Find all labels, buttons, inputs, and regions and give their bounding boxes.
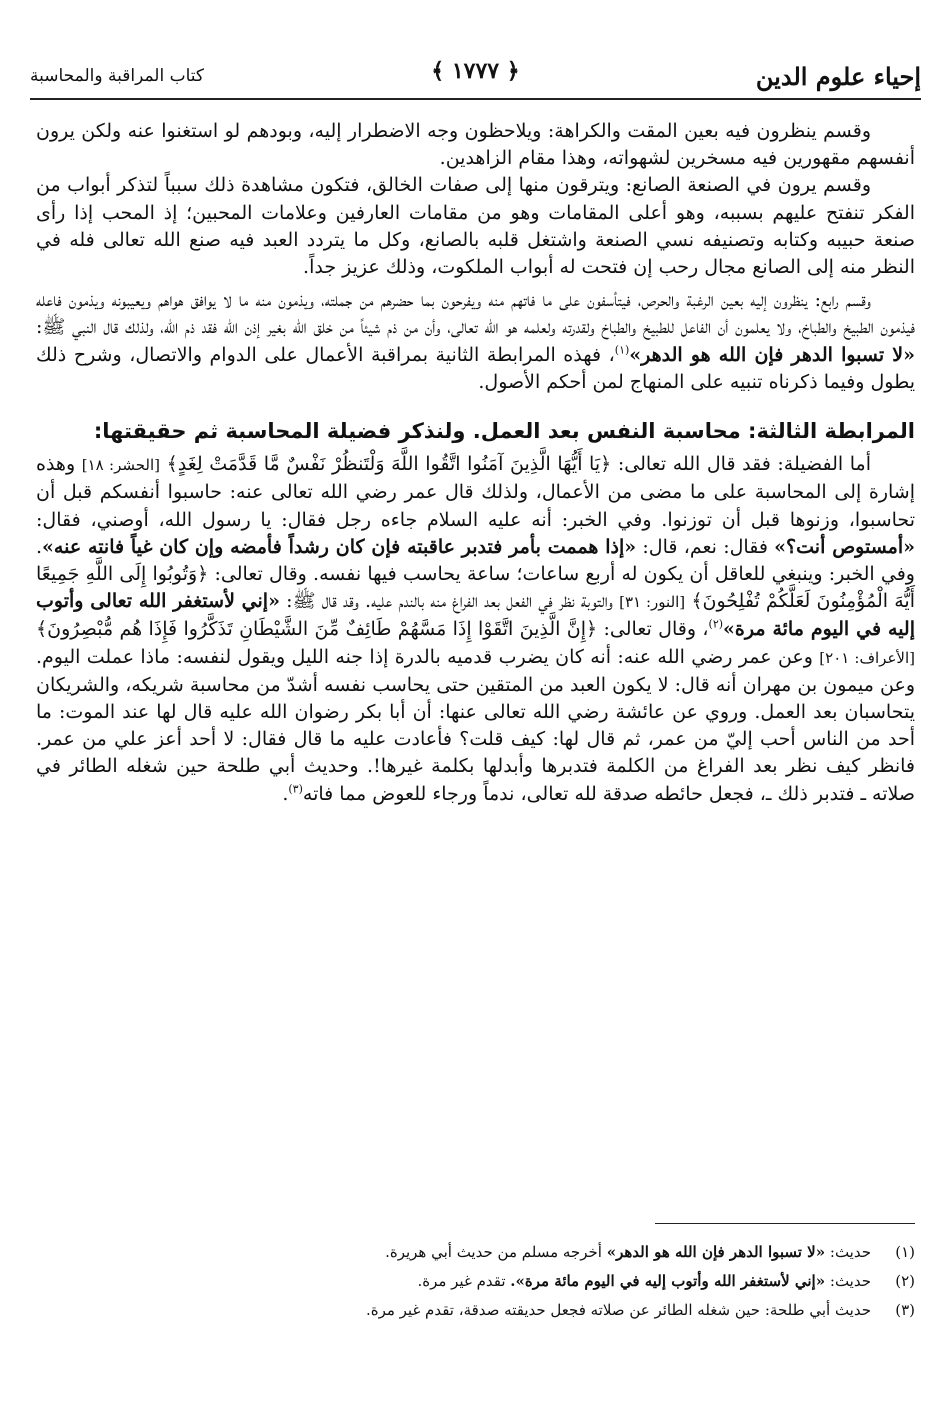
footnote-text <box>417 1267 871 1296</box>
text-run: فقال: نعم، قال: <box>642 535 768 558</box>
text-run: ، وقال تعالى: ﴿إِنَّ الَّذِينَ اتَّقَوْا إِذَا مَسَّهُمْ طَائِفٌ مِّنَ الشَّيْطَانِ تَذَكَّرُوا فَإِذَا هُم مُّبْصِرُونَ﴾ <box>36 618 709 641</box>
verse-reference: [الحشر: ١٨] <box>81 456 161 475</box>
text-run: وعن عمر رضي الله عنه: أنه كان يضرب قدميه بالدرة إذا جنه الليل ويقول لنفسه: ماذا عملت اليوم. وعن ميمون بن مهران أنه قال: لا يكون العبد من المتقين حتى يحاسب نفسه أشدّ من محاسبة شريكه، والشريكان يتحاسبان بعد العمل. وروي عن عائشة رضي الله تعالى عنها: أن أبا بكر رضوان الله عليه قال لها عند الموت: ما أحد من الناس أحب إليّ من عمر، ثم قال لها: كيف قلت؟ فأعادت عليه ما قال فقال: لا أحد أعز علي من عمر. فانظر كيف نظر بعد الفراغ من الكلمة فتدبرها وأبدلها بكلمة غيرها!. وحديث أبي طلحة حين شغله الطائر في صلاته ـ فتدبر ذلك ـ، فجعل حائطه صدقة لله تعالى، ندماً ورجاء للعوض مما فاته <box>36 645 915 805</box>
footnote <box>36 1267 915 1296</box>
paragraph: وقسم يرون في الصنعة الصانع: ويترقون منها إلى صفات الخالق، فتكون مشاهدة ذلك سبباً لتذكر أبواب من الفكر تنفتح عليهم بسببه، وهو أعلى المقامات وهو من مقامات العارفين وعلامات المحبين؛ إذ المحب إذا رأى صنعة حبيبه وكتابه وتصنيفه نسي الصنعة واشتغل قلبه بالصانع، وكل ما يتردد العبد فيه صنع الله تعالى فله في النظر منه إلى الصانع مجال رحب إن فتحت له أبواب الملكوت، وذلك عزيز جداً. <box>36 174 915 279</box>
footnote-mark: (١) <box>614 343 630 357</box>
text-run: وقسم رابع: ينظرون إليه بعين الرغبة والحرص، فيتأسفون على ما فاتهم منه ويفرحون بما حضرهم من جملته، ويذمون منه ما لا يوافق هواهم ويعيبونه ويذمون فاعله فيذمون الطبيخ والطباخ، ولا يعلمون أن الفاعل للطبيخ والطباخ ولقدرته ولعلمه هو الله تعالى، وأن من ذم شيئاً من خلق الله بغير إذن الله فقد ذم الله، ولذلك قال النبي ﷺ: <box>36 289 915 339</box>
footnote-rest: تقدم غير مرة. <box>417 1272 506 1290</box>
page-header <box>30 56 921 96</box>
footnote-prefix: حديث: <box>829 1243 871 1261</box>
verse-reference: [الأعراف: ٢٠١] <box>819 648 915 667</box>
section-paragraph: أما الفضيلة: فقد قال الله تعالى: ﴿يَا أَيُّهَا الَّذِينَ آمَنُوا اتَّقُوا اللَّهَ وَلْتَنظُرْ نَفْسٌ مَّا قَدَّمَتْ لِغَدٍ﴾ [الحشر: ١٨] وهذه إشارة إلى المحاسبة على ما مضى من الأعمال، ولذلك قال عمر رضي الله تعالى عنه: حاسبوا أنفسكم قبل أن تحاسبوا، وزنوها قبل أن توزنوا. وفي الخبر: أنه عليه السلام جاءه رجل فقال: يا رسول الله، أوصني، فقال: «أمستوص أنت؟» فقال: نعم، قال: «إذا هممت بأمر فتدبر عاقبته فإن كان رشداً فأمضه وإن كان غياً فانته عنه». وفي الخبر: وينبغي للعاقل أن يكون له أربع ساعات؛ ساعة يحاسب فيها نفسه. وقال تعالى: ﴿وَتُوبُوا إِلَى اللَّهِ جَمِيعًا أَيُّهَ الْمُؤْمِنُونَ لَعَلَّكُمْ تُفْلِحُونَ﴾ [النور: ٣١] والتوبة نظر في الفعل بعد الفراغ منه بالندم عليه. وقد قال ﷺ: «إني لأستغفر الله تعالى وأتوب إليه في اليوم مائة مرة»$^{(٢)}$، وقال تعالى: ﴿إِنَّ الَّذِينَ اتَّقَوْا إِذَا مَسَّهُمْ طَائِفٌ مِّنَ الشَّيْطَانِ تَذَكَّرُوا فَإِذَا هُم مُّبْصِرُونَ﴾ [الأعراف: ٢٠١] وعن عمر رضي الله عنه: أنه كان يضرب قدميه بالدرة إذا جنه الليل ويقول لنفسه: ماذا عملت اليوم. وعن ميمون بن مهران أنه قال: لا يكون العبد من المتقين حتى يحاسب نفسه أشدّ من محاسبة شريكه، والشريكان يتحاسبان بعد العمل. وروي عن عائشة رضي الله تعالى عنها: أن أبا بكر رضوان الله عليه قال لها عند الموت: ما أحد من الناس أحب إليّ من عمر، ثم قال لها: كيف قلت؟ فأعادت عليه ما قال فقال: لا أحد أعز علي من عمر. فانظر كيف نظر بعد الفراغ من الكلمة فتدبرها وأبدلها بكلمة غيرها!. وحديث أبي طلحة حين شغله الطائر في صلاته ـ فتدبر ذلك ـ، فجعل حائطه صدقة لله تعالى، ندماً ورجاء للعوض مما فاته$^{(٣)}$. <box>36 453 915 805</box>
footnote-text <box>366 1296 871 1325</box>
text-run: والتوبة نظر في الفعل بعد الفراغ منه بالندم عليه. وقد قال ﷺ: <box>286 590 613 613</box>
hadith-quote: «إني لأستغفر الله تعالى وأتوب إليه في اليوم مائة مرة» <box>36 590 915 641</box>
footnote-prefix: حديث: <box>829 1272 871 1290</box>
hadith-quote: «لا تسبوا الدهر فإن الله هو الدهر» <box>629 343 915 366</box>
verse-reference: [النور: ٣١] <box>619 593 686 612</box>
footnote-number: (١) <box>895 1243 915 1261</box>
book-title: إحياء علوم الدين <box>755 62 921 91</box>
header-rule <box>30 98 921 100</box>
paragraph <box>36 287 915 396</box>
footnote-text <box>385 1238 871 1267</box>
footnote-rest: أخرجه مسلم من حديث أبي هريرة. <box>385 1243 602 1261</box>
footnote <box>36 1296 915 1325</box>
page-number: ﴿ ١٧٧٧ ﴾ <box>431 58 520 84</box>
footnote-prefix: حديث أبي طلحة: <box>764 1301 871 1319</box>
footnote-quote: «إني لأستغفر الله وأتوب إليه في اليوم مائة مرة». <box>510 1272 826 1290</box>
chapter-title: كتاب المراقبة والمحاسبة <box>30 66 205 86</box>
text-run: ، فهذه المرابطة الثانية بمراقبة الأعمال على الدوام والاتصال، وشرح ذلك يطول وفيما ذكرناه تنبيه على المنهاج لمن أحكم الأصول. <box>36 343 915 393</box>
footnote-mark: (٣) <box>288 782 303 796</box>
paragraph: وقسم ينظرون فيه بعين المقت والكراهة: ويلاحظون وجه الاضطرار إليه، وبودهم لو استغنوا عنه ولكن يرون أنفسهم مقهورين فيه مسخرين لشهواته، وهذا مقام الزاهدين. <box>36 120 915 170</box>
section-heading: المرابطة الثالثة: محاسبة النفس بعد العمل. ولنذكر فضيلة المحاسبة ثم حقيقتها: <box>93 419 915 444</box>
hadith-quote: «إذا هممت بأمر فتدبر عاقبته فإن كان رشداً فأمضه وإن كان غياً فانته عنه» <box>42 535 637 558</box>
footnote-quote: «لا تسبوا الدهر فإن الله هو الدهر» <box>606 1243 826 1261</box>
footnote-number: (٣) <box>895 1301 915 1319</box>
text-run: . وفي الخبر: وينبغي للعاقل أن يكون له أربع ساعات؛ ساعة يحاسب فيها نفسه. وقال تعالى: ﴿وَتُوبُوا إِلَى اللَّهِ جَمِيعًا أَيُّهَ الْمُؤْمِنُونَ لَعَلَّكُمْ تُفْلِحُونَ﴾ <box>36 535 915 613</box>
hadith-quote: «أمستوص أنت؟» <box>774 535 915 558</box>
text-run: أما الفضيلة: فقد قال الله تعالى: ﴿يَا أَيُّهَا الَّذِينَ آمَنُوا اتَّقُوا اللَّهَ وَلْتَنظُرْ نَفْسٌ مَّا قَدَّمَتْ لِغَدٍ﴾ <box>166 453 871 476</box>
footnote-number: (٢) <box>895 1272 915 1290</box>
footnote-rest: حين شغله الطائر عن صلاته فجعل حديقته صدقة، تقدم غير مرة. <box>365 1301 761 1319</box>
footnotes <box>36 1238 915 1325</box>
text-run: وهذه إشارة إلى المحاسبة على ما مضى من الأعمال، ولذلك قال عمر رضي الله تعالى عنه: حاسبوا أنفسكم قبل أن تحاسبوا، وزنوها قبل أن توزنوا. وفي الخبر: أنه عليه السلام جاءه رجل فقال: يا رسول الله، أوصني، فقال: <box>36 453 915 531</box>
footnote-mark: (٢) <box>708 618 724 632</box>
footnote-rule <box>655 1223 915 1224</box>
footnote <box>36 1238 915 1267</box>
main-text <box>36 118 915 808</box>
